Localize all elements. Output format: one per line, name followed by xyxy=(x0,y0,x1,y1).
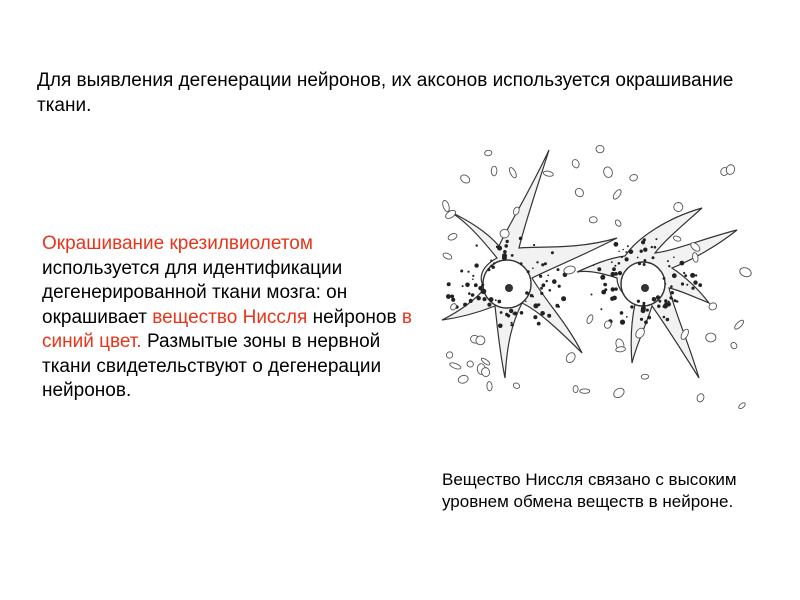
nissl-granule xyxy=(511,322,513,324)
glial-cell xyxy=(730,341,738,350)
nissl-granule xyxy=(630,305,633,308)
nissl-granule xyxy=(532,267,534,269)
nissl-granule xyxy=(446,294,451,299)
nissl-granule xyxy=(527,270,530,273)
glial-cell xyxy=(447,232,458,241)
nissl-granule xyxy=(460,270,463,273)
nissl-granule xyxy=(481,284,484,287)
nissl-granule xyxy=(655,238,657,240)
nissl-granule xyxy=(610,297,614,301)
glial-cell xyxy=(491,166,497,176)
nissl-granule xyxy=(557,268,560,271)
nissl-granule xyxy=(549,289,552,292)
nissl-granule xyxy=(472,275,474,277)
nissl-granule xyxy=(611,261,613,263)
nissl-granule xyxy=(539,275,542,278)
nissl-granule xyxy=(591,294,593,296)
nissl-granule xyxy=(593,265,595,267)
nissl-granule xyxy=(673,256,675,258)
nissl-granule xyxy=(652,297,657,302)
nissl-granule xyxy=(467,271,469,273)
caption-text: Вещество Ниссля связано с высоким уровнем обмена веществ в нейроне. xyxy=(442,470,737,511)
glial-cell xyxy=(449,303,457,312)
nissl-granule xyxy=(540,311,545,316)
nissl-granule xyxy=(497,300,501,304)
glial-cell xyxy=(459,173,471,184)
nissl-granule xyxy=(471,293,475,297)
nissl-granule xyxy=(667,260,669,262)
paragraph-text-3: Размытые зоны в нервной ткани свидетельствуют о дегенерации нейронов. xyxy=(42,331,382,401)
nissl-granule xyxy=(622,249,624,251)
paragraph-text-1: используется для идентификации дегенерированной ткани мозга: он окрашивает xyxy=(42,257,348,328)
nissl-granule xyxy=(477,296,481,300)
glial-cell xyxy=(589,217,597,223)
nissl-granule xyxy=(668,301,670,303)
nissl-granule xyxy=(670,285,673,288)
glial-cell xyxy=(580,389,590,393)
glial-cell xyxy=(512,382,520,390)
nissl-granule xyxy=(600,308,602,310)
glial-cell xyxy=(596,145,604,153)
nissl-granule xyxy=(520,262,523,265)
nissl-granule xyxy=(503,250,507,254)
nissl-granule xyxy=(487,268,490,271)
nissl-granule xyxy=(663,277,666,280)
nissl-granule xyxy=(520,311,524,315)
nissl-granule xyxy=(533,315,537,319)
nissl-granule xyxy=(558,285,561,288)
nissl-granule xyxy=(472,278,474,280)
nissl-granule xyxy=(497,246,502,251)
nissl-granule xyxy=(644,320,648,324)
nissl-granule xyxy=(487,303,491,307)
neuron-left xyxy=(442,150,617,378)
glial-cell xyxy=(629,174,638,182)
nissl-granule xyxy=(500,311,503,314)
glial-cell xyxy=(543,170,554,177)
nissl-granule xyxy=(493,262,495,264)
glial-cell xyxy=(449,361,462,370)
nissl-granule xyxy=(618,271,622,275)
nissl-granule xyxy=(537,322,541,326)
neuron-illustration xyxy=(437,138,757,418)
nissl-granule xyxy=(537,303,540,306)
nissl-granule xyxy=(618,251,620,253)
nissl-granule xyxy=(626,316,628,318)
nissl-granule xyxy=(647,316,651,320)
nissl-granule xyxy=(468,292,471,295)
nissl-granule xyxy=(684,274,687,277)
nissl-granule xyxy=(646,309,649,312)
nissl-granule xyxy=(490,260,492,262)
nissl-granule xyxy=(447,282,451,286)
nissl-granule xyxy=(597,267,601,271)
nissl-granule xyxy=(686,284,688,286)
nissl-granule xyxy=(621,256,623,258)
glial-cell xyxy=(738,402,747,410)
nissl-granule xyxy=(502,253,507,258)
glial-cell xyxy=(602,166,613,179)
nissl-granule xyxy=(625,257,629,261)
glial-cell xyxy=(442,252,453,261)
glial-cell xyxy=(641,374,649,379)
figure-caption xyxy=(442,469,782,513)
nissl-granule xyxy=(637,300,640,303)
glial-cell xyxy=(614,219,622,227)
nissl-granule xyxy=(512,313,514,315)
nissl-granule xyxy=(533,244,535,246)
nissl-granule xyxy=(643,263,646,266)
glial-cell xyxy=(466,360,474,368)
glial-cell xyxy=(612,188,623,200)
nissl-granule xyxy=(618,262,621,265)
nissl-granule xyxy=(671,291,674,294)
glial-cell xyxy=(508,167,518,179)
nissl-granule xyxy=(547,275,549,277)
highlight-nissl-substance: вещество Ниссля xyxy=(152,306,308,328)
glial-cell xyxy=(574,187,586,199)
glial-cell xyxy=(612,386,626,399)
nissl-granule xyxy=(483,297,487,301)
nissl-granule xyxy=(691,287,694,290)
nissl-granule xyxy=(651,246,653,248)
nissl-granule xyxy=(481,289,486,294)
nissl-granule xyxy=(637,257,639,259)
nissl-granule xyxy=(620,311,624,315)
nissl-granule xyxy=(504,244,508,248)
nissl-granule xyxy=(490,265,492,267)
nissl-granule xyxy=(640,250,643,253)
nissl-granule xyxy=(519,237,523,241)
paragraph-text-2: нейронов xyxy=(307,306,402,328)
nissl-granule xyxy=(469,299,473,303)
nissl-granule xyxy=(506,240,509,243)
highlight-blue-color: в синий цвет. xyxy=(42,306,412,352)
nissl-granule xyxy=(525,301,527,303)
nissl-granule xyxy=(511,254,514,257)
glial-cell xyxy=(673,235,682,242)
nissl-granule xyxy=(665,283,667,285)
nissl-granule xyxy=(693,280,697,284)
nissl-granule xyxy=(654,246,657,249)
glial-cell xyxy=(445,351,454,360)
nissl-granule xyxy=(672,298,674,300)
nissl-granule xyxy=(561,296,566,301)
nissl-granule xyxy=(532,296,534,298)
nissl-granule xyxy=(451,298,455,302)
nissl-granule xyxy=(641,308,646,313)
nissl-granule xyxy=(643,248,647,252)
nissl-granule xyxy=(675,301,677,303)
nissl-granule xyxy=(620,320,625,325)
nissl-granule xyxy=(611,272,616,277)
nissl-granule xyxy=(489,297,494,302)
nissl-granule xyxy=(614,242,619,247)
nissl-granule xyxy=(505,313,508,316)
nissl-granule xyxy=(474,263,478,267)
nissl-granule xyxy=(695,274,697,276)
glial-cell xyxy=(696,393,705,403)
highlight-cresyl-violet: Окрашивание крезилвиолетом xyxy=(42,233,313,254)
nissl-granule xyxy=(680,261,685,266)
nissl-granule xyxy=(698,283,702,287)
nissl-granule xyxy=(629,249,634,254)
glial-cell xyxy=(706,333,716,342)
slide-title-text: Для выявления дегенерации нейронов, их аксонов используется окрашивание ткани. xyxy=(37,70,734,116)
nissl-granule xyxy=(611,287,615,291)
glial-cell xyxy=(484,150,492,156)
main-paragraph xyxy=(42,232,412,404)
nissl-granule xyxy=(527,293,529,295)
glial-cell xyxy=(738,266,752,278)
nissl-granule xyxy=(474,283,478,287)
nissl-granule xyxy=(465,283,470,288)
nissl-granule xyxy=(546,280,548,282)
nissl-granule xyxy=(554,281,556,283)
nissl-granule xyxy=(668,265,670,267)
glial-cell xyxy=(571,158,580,168)
nissl-granule xyxy=(672,273,677,278)
nissl-granule xyxy=(603,283,607,287)
nissl-granule xyxy=(627,245,629,247)
nissl-granule xyxy=(663,316,666,319)
glial-cell xyxy=(457,374,469,384)
nissl-granule xyxy=(614,287,617,290)
nissl-granule xyxy=(663,305,666,308)
nissl-granule xyxy=(657,305,660,308)
nissl-granule xyxy=(542,283,546,287)
glial-cell xyxy=(487,381,493,391)
nissl-granule xyxy=(463,303,467,307)
nissl-granule xyxy=(659,300,662,303)
nissl-granule xyxy=(558,306,560,308)
nissl-granule xyxy=(612,267,616,271)
nissl-granule xyxy=(666,318,670,322)
nissl-granule xyxy=(509,309,513,313)
nissl-granule xyxy=(681,282,684,285)
nissl-granule xyxy=(462,285,464,287)
nissl-granule xyxy=(600,275,605,280)
glial-cell xyxy=(441,200,450,213)
nissl-granule xyxy=(495,299,497,301)
nissl-granule xyxy=(604,288,607,291)
nissl-granule xyxy=(551,251,554,254)
nissl-granule xyxy=(690,273,695,278)
glial-cell xyxy=(674,202,683,211)
nissl-granule xyxy=(614,265,616,267)
nissl-granule xyxy=(638,262,641,265)
nissl-granule xyxy=(640,318,643,321)
glial-cell xyxy=(573,386,578,393)
nissl-granule xyxy=(683,272,685,274)
nissl-granule xyxy=(544,262,547,265)
nissl-granule xyxy=(643,305,645,307)
nissl-granule xyxy=(644,259,647,262)
nissl-granule xyxy=(664,302,667,305)
nissl-granule xyxy=(536,261,538,263)
nissl-granule xyxy=(540,287,543,290)
nissl-granule xyxy=(625,251,627,253)
glial-cell xyxy=(733,319,745,331)
nissl-granule xyxy=(511,324,514,327)
nissl-granule xyxy=(498,324,503,329)
neuron-nissl-stain-illustration-icon xyxy=(437,138,757,418)
glial-cell xyxy=(564,351,577,364)
nissl-granule xyxy=(656,295,660,299)
slide-title xyxy=(37,68,737,118)
nissl-granule xyxy=(476,244,478,246)
nissl-granule xyxy=(652,256,655,259)
nissl-granule xyxy=(641,240,645,244)
nissl-granule xyxy=(547,314,551,318)
glial-cell xyxy=(586,314,594,324)
nissl-granule xyxy=(540,292,543,295)
